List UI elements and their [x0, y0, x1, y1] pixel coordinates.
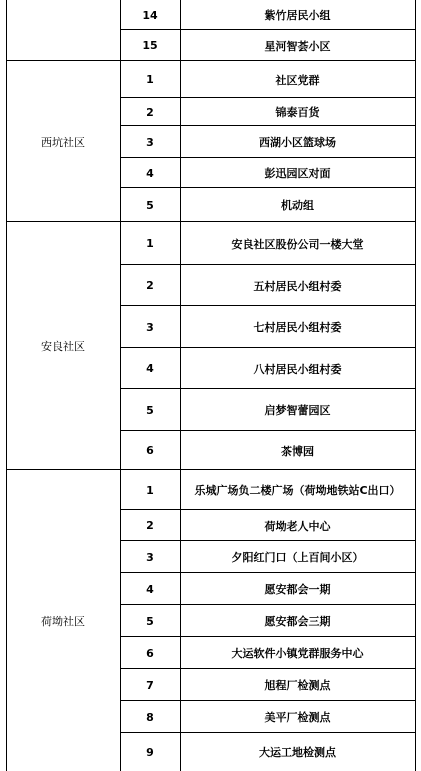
row-number: 2 — [146, 519, 154, 532]
site-name: 五村居民小组村委 — [253, 279, 342, 293]
row-number: 5 — [146, 403, 154, 417]
site-name: 旭程厂检测点 — [264, 679, 331, 692]
row-number: 4 — [146, 582, 154, 596]
site-name: 机动组 — [281, 199, 314, 212]
row-number: 1 — [146, 237, 154, 250]
site-name: 紫竹居民小组 — [264, 9, 331, 22]
community-name: 荷坳社区 — [41, 614, 85, 628]
site-name: 安良社区股份公司一楼大堂 — [231, 237, 364, 251]
community-name: 安良社区 — [41, 340, 85, 353]
site-name: 茶博园 — [281, 444, 314, 458]
row-number: 6 — [146, 646, 154, 660]
row-number: 9 — [146, 745, 154, 759]
site-name: 星河智荟小区 — [264, 39, 331, 53]
row-number: 15 — [142, 39, 158, 52]
site-name: 大运软件小镇党群服务中心 — [231, 647, 364, 660]
row-number: 2 — [146, 279, 154, 292]
row-number: 7 — [146, 678, 154, 692]
row-number: 8 — [146, 710, 154, 724]
row-number: 4 — [146, 362, 154, 375]
site-name: 乐城广场负二楼广场（荷坳地铁站C出口） — [194, 484, 401, 497]
row-number: 5 — [146, 614, 154, 628]
row-number: 4 — [146, 166, 154, 180]
row-number: 6 — [146, 444, 154, 457]
site-name: 愿安都会三期 — [264, 615, 331, 628]
community-name: 西坑社区 — [41, 135, 85, 149]
row-number: 3 — [146, 550, 154, 564]
site-name: 彭迅园区对面 — [264, 167, 331, 180]
row-number: 3 — [146, 320, 154, 334]
site-name: 荷坳老人中心 — [264, 519, 331, 533]
table-vertical-border — [415, 0, 416, 771]
site-name: 愿安都会一期 — [264, 583, 331, 596]
site-name: 夕阳红门口（上百间小区） — [231, 551, 364, 564]
site-name: 美平厂检测点 — [264, 711, 331, 724]
site-name: 启梦智蕾园区 — [264, 404, 331, 417]
site-name: 社区党群 — [275, 73, 320, 87]
row-number: 1 — [146, 73, 154, 86]
site-name: 锦泰百货 — [275, 106, 320, 119]
site-name: 七村居民小组村委 — [253, 321, 342, 334]
row-number: 3 — [146, 135, 154, 149]
site-name: 大运工地检测点 — [259, 746, 336, 759]
row-number: 1 — [146, 483, 154, 497]
row-number: 2 — [146, 105, 154, 119]
row-number: 14 — [142, 8, 158, 22]
row-number: 5 — [146, 198, 154, 212]
site-name: 八村居民小组村委 — [253, 362, 342, 376]
site-name: 西湖小区篮球场 — [259, 136, 336, 149]
